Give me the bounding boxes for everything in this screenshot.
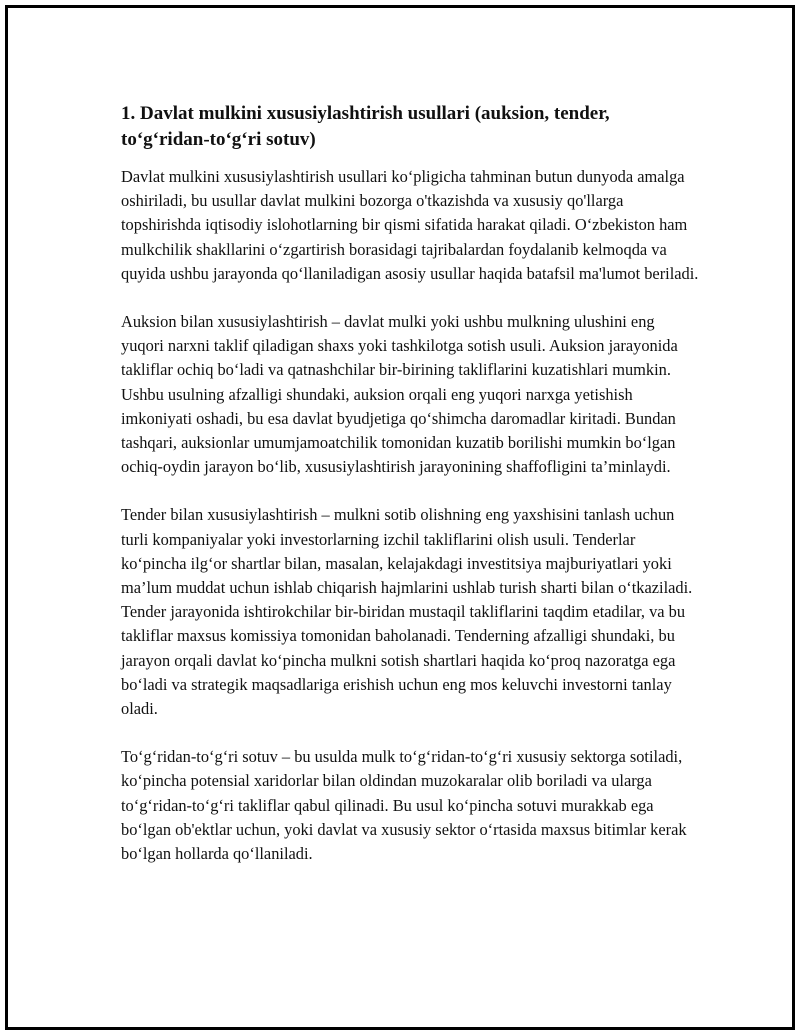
document-body [121,100,701,866]
paragraph-tender: Tender bilan xususiylashtirish – mulkni sotib olishning eng yaxshisini tanlash uchun turli kompaniyalar yoki investorlarning izchil takliflarini olish usuli. Tenderlar ko‘pincha ilg‘or shartlar bilan, masalan, kelajakdagi investitsiya majburiyatlari yoki ma’lum muddat uchun ishlab chiqarish hajmlarini ushlab turish sharti bilan o‘tkaziladi. Tender jarayonida ishtirokchilar bir-biridan mustaqil takliflarini taqdim etadilar, va bu takliflar maxsus komissiya tomonidan baholanadi. Tenderning afzalligi shundaki, bu jarayon orqali davlat ko‘pincha mulkni sotish shartlari haqida ko‘proq nazoratga ega bo‘ladi va strategik maqsadlariga erishish uchun eng mos keluvchi investorni tanlay oladi. [121,505,693,719]
section-heading: 1. Davlat mulkini xususiylashtirish usullari (auksion, tender, to‘g‘ridan-to‘g‘ri sotuv) [121,103,610,150]
paragraph-direct-sale: To‘g‘ridan-to‘g‘ri sotuv – bu usulda mulk to‘g‘ridan-to‘g‘ri xususiy sektorga sotiladi, ko‘pincha potensial xaridorlar bilan oldindan muzokaralar olib boriladi va ularga to‘g‘ridan-to‘g‘ri takliflar qabul qilinadi. Bu usul ko‘pincha sotuvi murakkab ega bo‘lgan ob'ektlar uchun, yoki davlat va xususiy sektor o‘rtasida maxsus bitimlar kerak bo‘lgan hollarda qo‘llaniladi. [121,747,687,864]
page-frame [5,5,795,1030]
paragraph-auction: Auksion bilan xususiylashtirish – davlat mulki yoki ushbu mulkning ulushini eng yuqori narxni taklif qiladigan shaxs yoki tashkilotga sotish usuli. Auksion jarayonida takliflar ochiq bo‘ladi va qatnashchilar bir-birining takliflarini kuzatishlari mumkin. Ushbu usulning afzalligi shundaki, auksion orqali eng yuqori narxga yetishish imkoniyati oshadi, bu esa davlat byudjetiga qo‘shimcha daromadlar kiritadi. Bundan tashqari, auksionlar umumjamoatchilik tomonidan kuzatib borilishi mumkin bo‘lgan ochiq-oydin jarayon bo‘lib, xususiylashtirish jarayonining shaffofligini ta’minlaydi. [121,312,678,477]
paragraph-intro: Davlat mulkini xususiylashtirish usullari ko‘pligicha tahminan butun dunyoda amalga oshiriladi, bu usullar davlat mulkini bozorga o'tkazishda va xususiy qo'llarga topshirishda iqtisodiy islohotlarning bir qismi sifatida harakat qiladi. O‘zbekiston ham mulkchilik shakllarini o‘zgartirish borasidagi tajribalardan foydalanib kelmoqda va quyida ushbu jarayonda qo‘llaniladigan asosiy usullar haqida batafsil ma'lumot beriladi. [121,167,699,283]
